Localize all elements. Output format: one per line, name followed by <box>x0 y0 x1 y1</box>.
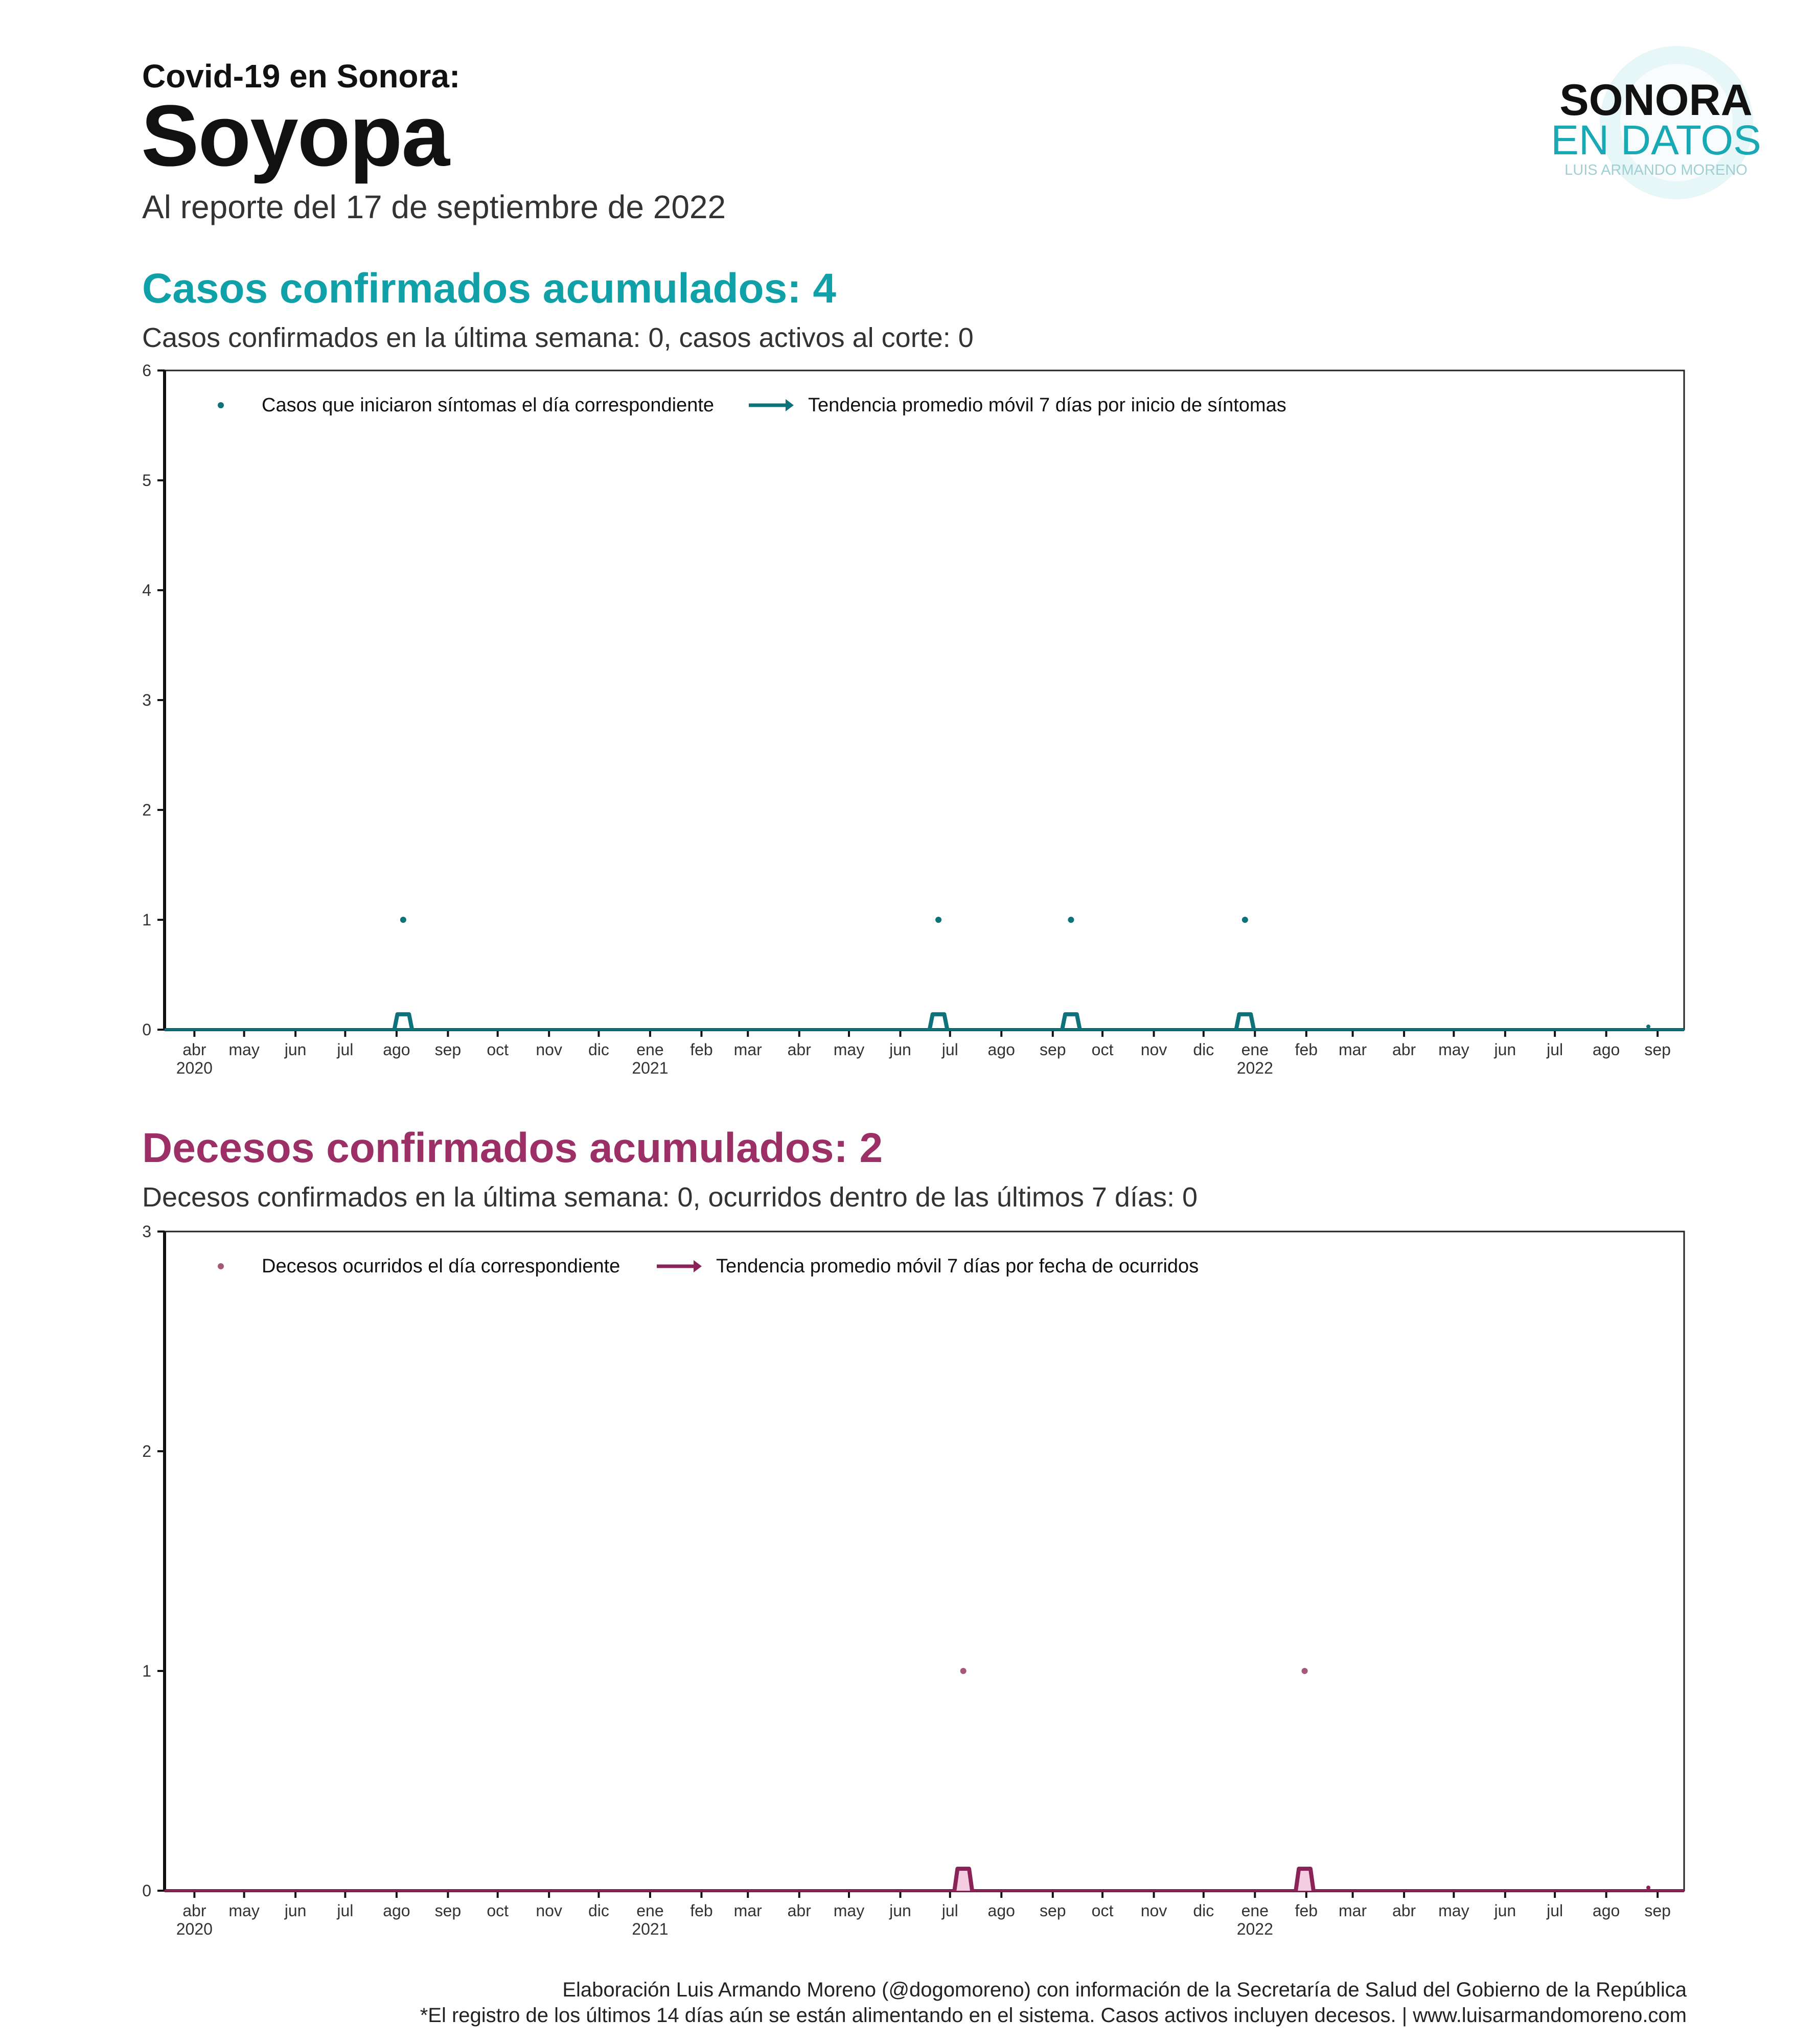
x-tick-label: mar <box>1339 1040 1367 1059</box>
x-tick-label: feb <box>1295 1040 1318 1059</box>
data-point <box>1242 917 1248 923</box>
y-tick-label: 5 <box>142 471 151 490</box>
cases-subtitle: Casos confirmados en la última semana: 0, casos activos al corte: 0 <box>142 322 974 353</box>
report-date: Al reporte del 17 de septiembre de 2022 <box>142 189 726 225</box>
x-tick-label: feb <box>1295 1901 1318 1920</box>
data-point <box>960 1668 967 1674</box>
x-tick-label: may <box>1438 1901 1469 1920</box>
x-tick-label: sep <box>434 1901 462 1920</box>
sonora-en-datos-logo <box>1549 41 1763 210</box>
x-tick-label: ago <box>987 1901 1015 1920</box>
x-tick-label: oct <box>487 1040 509 1059</box>
y-tick-label: 2 <box>142 801 151 819</box>
x-year-label: 2022 <box>1236 1920 1273 1938</box>
legend-label-points: Casos que iniciaron síntomas el día correspondiente <box>262 394 715 416</box>
x-tick-label: ene <box>1241 1040 1269 1059</box>
x-tick-label: ago <box>1592 1040 1620 1059</box>
x-tick-label: may <box>228 1901 260 1920</box>
x-tick-label: abr <box>1392 1040 1416 1059</box>
trend-bump <box>1236 1014 1254 1030</box>
legend-label-trend: Tendencia promedio móvil 7 días por fecha de ocurridos <box>716 1256 1199 1277</box>
legend-label-trend: Tendencia promedio móvil 7 días por inicio de síntomas <box>808 394 1286 416</box>
legend-point-swatch <box>218 402 224 408</box>
x-tick-label: mar <box>733 1901 762 1920</box>
x-tick-label: nov <box>536 1901 562 1920</box>
y-tick-label: 6 <box>142 361 151 380</box>
x-tick-label: dic <box>588 1901 609 1920</box>
x-tick-label: jul <box>1547 1901 1563 1920</box>
x-tick-label: jun <box>284 1040 307 1059</box>
x-tick-label: feb <box>690 1040 713 1059</box>
x-tick-label: feb <box>690 1901 713 1920</box>
x-year-label: 2020 <box>176 1059 213 1077</box>
x-tick-label: jul <box>941 1040 958 1059</box>
x-tick-label: dic <box>1193 1040 1214 1059</box>
x-year-label: 2020 <box>176 1920 213 1938</box>
footer-credits: Elaboración Luis Armando Moreno (@dogomoreno) con información de la Secretaría de Salud del Gobierno de la República <box>562 1979 1687 2001</box>
x-tick-label: ene <box>636 1040 664 1059</box>
y-tick-label: 3 <box>142 1222 151 1241</box>
x-tick-label: jun <box>1494 1901 1516 1920</box>
deaths-title: Decesos confirmados acumulados: 2 <box>142 1125 883 1171</box>
x-tick-label: sep <box>1039 1901 1066 1920</box>
x-tick-label: mar <box>1339 1901 1367 1920</box>
page-title: Soyopa <box>141 87 449 184</box>
legend-arrow-icon <box>694 1260 702 1272</box>
y-tick-label: 4 <box>142 581 151 599</box>
trend-end-mark <box>1646 1025 1650 1029</box>
x-tick-label: ago <box>383 1901 410 1920</box>
x-tick-label: abr <box>1392 1901 1416 1920</box>
x-tick-label: sep <box>1644 1040 1671 1059</box>
x-tick-label: jul <box>337 1040 354 1059</box>
y-tick-label: 2 <box>142 1442 151 1460</box>
y-tick-label: 1 <box>142 1662 151 1680</box>
legend-label-points: Decesos ocurridos el día correspondiente <box>262 1256 620 1277</box>
x-tick-label: sep <box>1039 1040 1066 1059</box>
x-tick-label: may <box>228 1040 260 1059</box>
x-tick-label: jun <box>889 1901 911 1920</box>
x-tick-label: ago <box>1592 1901 1620 1920</box>
x-tick-label: abr <box>182 1040 206 1059</box>
x-year-label: 2021 <box>632 1059 669 1077</box>
legend-point-swatch <box>218 1263 224 1269</box>
x-tick-label: jun <box>889 1040 911 1059</box>
x-tick-label: sep <box>434 1040 462 1059</box>
trend-end-mark <box>1646 1886 1650 1890</box>
x-tick-label: sep <box>1644 1901 1671 1920</box>
x-tick-label: abr <box>787 1040 811 1059</box>
deaths-chart <box>0 1219 1817 1960</box>
x-year-label: 2022 <box>1236 1059 1273 1077</box>
data-point <box>935 917 941 923</box>
legend-arrow-icon <box>786 399 794 411</box>
data-point <box>400 917 406 923</box>
x-tick-label: oct <box>1091 1901 1114 1920</box>
x-tick-label: ene <box>636 1901 664 1920</box>
x-tick-label: jun <box>284 1901 307 1920</box>
cases-title: Casos confirmados acumulados: 4 <box>142 265 836 312</box>
x-tick-label: abr <box>182 1901 206 1920</box>
y-tick-label: 0 <box>142 1882 151 1900</box>
plot-frame <box>165 370 1684 1030</box>
footer-note: *El registro de los últimos 14 días aún se están alimentando en el sistema. Casos activos incluyen decesos. | www.luisarmandomoreno.com <box>420 2004 1687 2027</box>
data-point <box>1302 1668 1308 1674</box>
x-tick-label: nov <box>1140 1901 1167 1920</box>
x-tick-label: nov <box>536 1040 562 1059</box>
logo-line2: EN DATOS <box>1551 117 1761 164</box>
x-tick-label: may <box>833 1040 865 1059</box>
y-tick-label: 1 <box>142 911 151 929</box>
x-tick-label: mar <box>733 1040 762 1059</box>
y-tick-label: 3 <box>142 691 151 709</box>
x-tick-label: jun <box>1494 1040 1516 1059</box>
supertitle: Covid-19 en Sonora: <box>142 58 461 95</box>
cases-chart <box>0 358 1817 1099</box>
x-tick-label: oct <box>487 1901 509 1920</box>
y-tick-label: 0 <box>142 1020 151 1039</box>
x-tick-label: nov <box>1140 1040 1167 1059</box>
x-year-label: 2021 <box>632 1920 669 1938</box>
x-tick-label: may <box>833 1901 865 1920</box>
logo-line1: SONORA <box>1559 76 1753 125</box>
trend-bump <box>395 1014 412 1030</box>
x-tick-label: may <box>1438 1040 1469 1059</box>
x-tick-label: ago <box>383 1040 410 1059</box>
x-tick-label: ene <box>1241 1901 1269 1920</box>
logo-line3: LUIS ARMANDO MORENO <box>1565 162 1747 178</box>
x-tick-label: dic <box>588 1040 609 1059</box>
x-tick-label: jul <box>941 1901 958 1920</box>
x-tick-label: abr <box>787 1901 811 1920</box>
x-tick-label: ago <box>987 1040 1015 1059</box>
x-tick-label: jul <box>1547 1040 1563 1059</box>
x-tick-label: dic <box>1193 1901 1214 1920</box>
trend-bump <box>1062 1014 1080 1030</box>
trend-bump <box>930 1014 948 1030</box>
deaths-subtitle: Decesos confirmados en la última semana: 0, ocurridos dentro de las últimos 7 días: 0 <box>142 1182 1198 1213</box>
x-tick-label: jul <box>337 1901 354 1920</box>
x-tick-label: oct <box>1091 1040 1114 1059</box>
plot-frame <box>165 1232 1684 1891</box>
data-point <box>1068 917 1074 923</box>
